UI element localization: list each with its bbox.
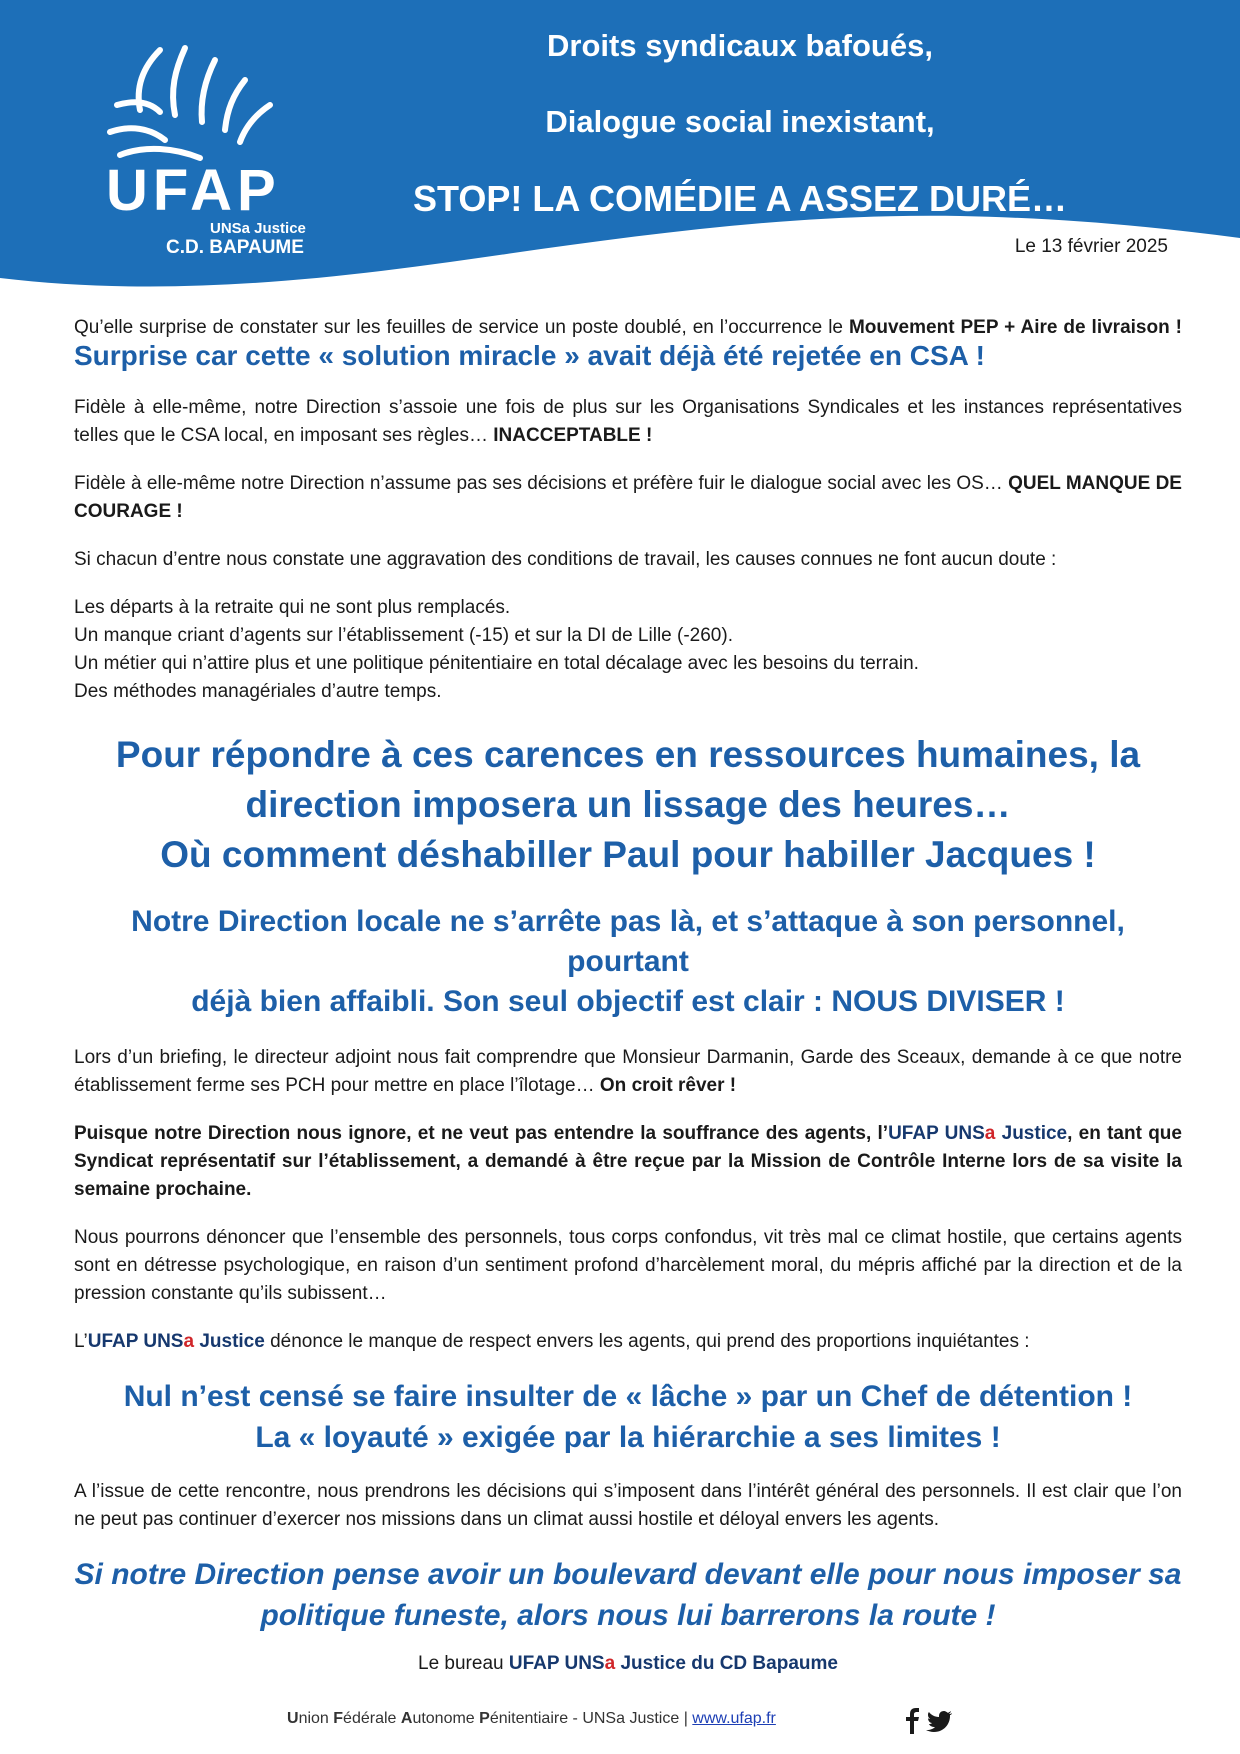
- list-item: Un métier qui n’attire plus et une politique pénitentiaire en total décalage avec les besoins du terrain.: [74, 653, 919, 674]
- p3-text: Fidèle à elle-même notre Direction n’assume pas ses décisions et préfère fuir le dialogue social avec les OS…: [74, 473, 1009, 494]
- ufap-logo: [100, 40, 320, 270]
- p6-text-end: , en tant que Syndicat représentatif sur l’établissement, a demandé à être reçue par la Mission de Contrôle Interne lors de sa visite la semaine prochaine.: [74, 1123, 1182, 1200]
- causes-list: [74, 594, 1182, 706]
- org-name-ufap: UFAP UNS: [87, 1331, 184, 1352]
- signature-org: UFAP UNS: [508, 1653, 605, 1674]
- org-name-justice: Justice: [995, 1123, 1068, 1144]
- footer-initial: P: [479, 1710, 490, 1727]
- footer-initial: U: [287, 1710, 299, 1727]
- footer-text: [287, 1710, 776, 1728]
- header-banner: [0, 0, 1240, 310]
- footer-initial: A: [400, 1710, 413, 1727]
- paragraph-9: A l’issue de cette rencontre, nous prendrons les décisions qui s’imposent dans l’intérêt général des personnels. Il est clair que l’on ne peut pas continuer d’exercer nos missions dans un climat aussi hostile et déloyal envers les agents.: [74, 1481, 1182, 1530]
- footer-word: utonome: [412, 1710, 480, 1727]
- paragraph-5: [74, 1044, 1182, 1100]
- p6-text: Puisque notre Direction nous ignore, et ne veut pas entendre la souffrance des agents, l’: [74, 1123, 889, 1144]
- signature-org-a: a: [604, 1653, 616, 1674]
- p8-text: L’: [74, 1331, 88, 1352]
- signature-text: Le bureau: [418, 1653, 509, 1674]
- facebook-icon[interactable]: [906, 1708, 919, 1734]
- paragraph-1: [74, 314, 1182, 374]
- list-item: Les départs à la retraite qui ne sont plus remplacés.: [74, 597, 511, 618]
- footer-word: nion: [298, 1710, 334, 1727]
- p3-bold: QUEL MANQUE DE COURAGE !: [74, 473, 1182, 522]
- headline-4-line-2: politique funeste, alors nous lui barrerons la route !: [260, 1599, 996, 1632]
- org-name-a: a: [183, 1331, 195, 1352]
- footer: [0, 1706, 1240, 1736]
- headline-3-line-2: La « loyauté » exigée par la hiérarchie a ses limites !: [255, 1421, 1001, 1454]
- headline-3-line-1: Nul n’est censé se faire insulter de « lâche » par un Chef de détention !: [123, 1380, 1133, 1413]
- paragraph-6: [74, 1120, 1182, 1204]
- p2-text: Fidèle à elle-même, notre Direction s’assoie une fois de plus sur les Organisations Syndicales et les instances représentatives telles que le CSA local, en imposant ses règles…: [74, 397, 1182, 446]
- social-icons: [900, 1706, 960, 1736]
- headline-1-line-2: direction imposera un lissage des heures…: [245, 784, 1011, 825]
- document-date: Le 13 février 2025: [1014, 236, 1168, 257]
- p1-exclaim: !: [1169, 317, 1182, 338]
- p5-text: Lors d’un briefing, le directeur adjoint nous fait comprendre que Monsieur Darmanin, Garde des Sceaux, demande à ce que notre établissement ferme ses PCH pour mettre en place l’îlotage…: [74, 1047, 1182, 1096]
- title-line-2: Dialogue social inexistant,: [545, 104, 935, 139]
- paragraph-3: [74, 470, 1182, 526]
- headline-1: [74, 730, 1182, 880]
- list-item: Un manque criant d’agents sur l’établissement (-15) et sur la DI de Lille (-260).: [74, 625, 733, 646]
- paragraph-8: [74, 1328, 1182, 1356]
- org-name-justice: Justice: [194, 1331, 265, 1352]
- footer-initial: F: [333, 1710, 344, 1727]
- logo-unsa-text: UNSa Justice: [210, 220, 306, 237]
- title-line-3: STOP! LA COMÉDIE A ASSEZ DURÉ…: [412, 178, 1068, 219]
- headline-2-line-1: Notre Direction locale ne s’arrête pas là, et s’attaque à son personnel, pourtant: [131, 905, 1125, 978]
- title-line-1: Droits syndicaux bafoués,: [547, 28, 933, 63]
- headline-1-line-3: Où comment déshabiller Paul pour habiller Jacques !: [160, 834, 1096, 875]
- org-name-ufap: UFAP UNS: [888, 1123, 985, 1144]
- p8-text-end: dénonce le manque de respect envers les agents, qui prend des proportions inquiétantes :: [264, 1331, 1030, 1352]
- logo-location-text: C.D. BAPAUME: [166, 237, 304, 258]
- signature: [74, 1650, 1182, 1678]
- footer-word: édérale: [343, 1710, 401, 1727]
- p1-bold: Mouvement PEP + Aire de livraison: [848, 317, 1170, 338]
- headline-1-line-1: Pour répondre à ces carences en ressources humaines, la: [115, 734, 1141, 775]
- headline-4: [74, 1554, 1182, 1636]
- website-link[interactable]: www.ufap.fr: [692, 1710, 776, 1727]
- list-item: Des méthodes managériales d’autre temps.: [74, 681, 442, 702]
- paragraph-7: Nous pourrons dénoncer que l’ensemble des personnels, tous corps confondus, vit très mal ce climat hostile, que certains agents sont en détresse psychologique, en raison d’un sentiment profond d’harcèlement moral, du mépris affiché par la direction et de la pression constante qu’ils subissent…: [74, 1227, 1182, 1304]
- headline-2: [74, 902, 1182, 1022]
- paragraph-2: [74, 394, 1182, 450]
- p2-bold: INACCEPTABLE !: [493, 425, 653, 446]
- signature-org-end: Justice du CD Bapaume: [615, 1653, 838, 1674]
- logo-ufap-text: UFAP: [106, 158, 281, 223]
- headline-3: [74, 1376, 1182, 1458]
- p1-highlight: Surprise car cette « solution miracle » avait déjà été rejetée en CSA !: [74, 340, 985, 371]
- footer-word: énitentiaire - UNSa Justice |: [489, 1710, 693, 1727]
- headline-4-line-1: Si notre Direction pense avoir un boulevard devant elle pour nous imposer sa: [74, 1558, 1182, 1591]
- headline-2-line-2: déjà bien affaibli. Son seul objectif est clair : NOUS DIVISER !: [191, 985, 1065, 1018]
- p5-bold: On croit rêver !: [599, 1075, 737, 1096]
- paragraph-4: Si chacun d’entre nous constate une aggravation des conditions de travail, les causes connues ne font aucun doute :: [74, 549, 1057, 570]
- document-body: [74, 314, 1182, 1678]
- org-name-a: a: [984, 1123, 996, 1144]
- p1-text: Qu’elle surprise de constater sur les feuilles de service un poste doublé, en l’occurrence le: [74, 317, 849, 338]
- twitter-icon[interactable]: [926, 1711, 952, 1732]
- dove-logo-icon: [105, 40, 315, 170]
